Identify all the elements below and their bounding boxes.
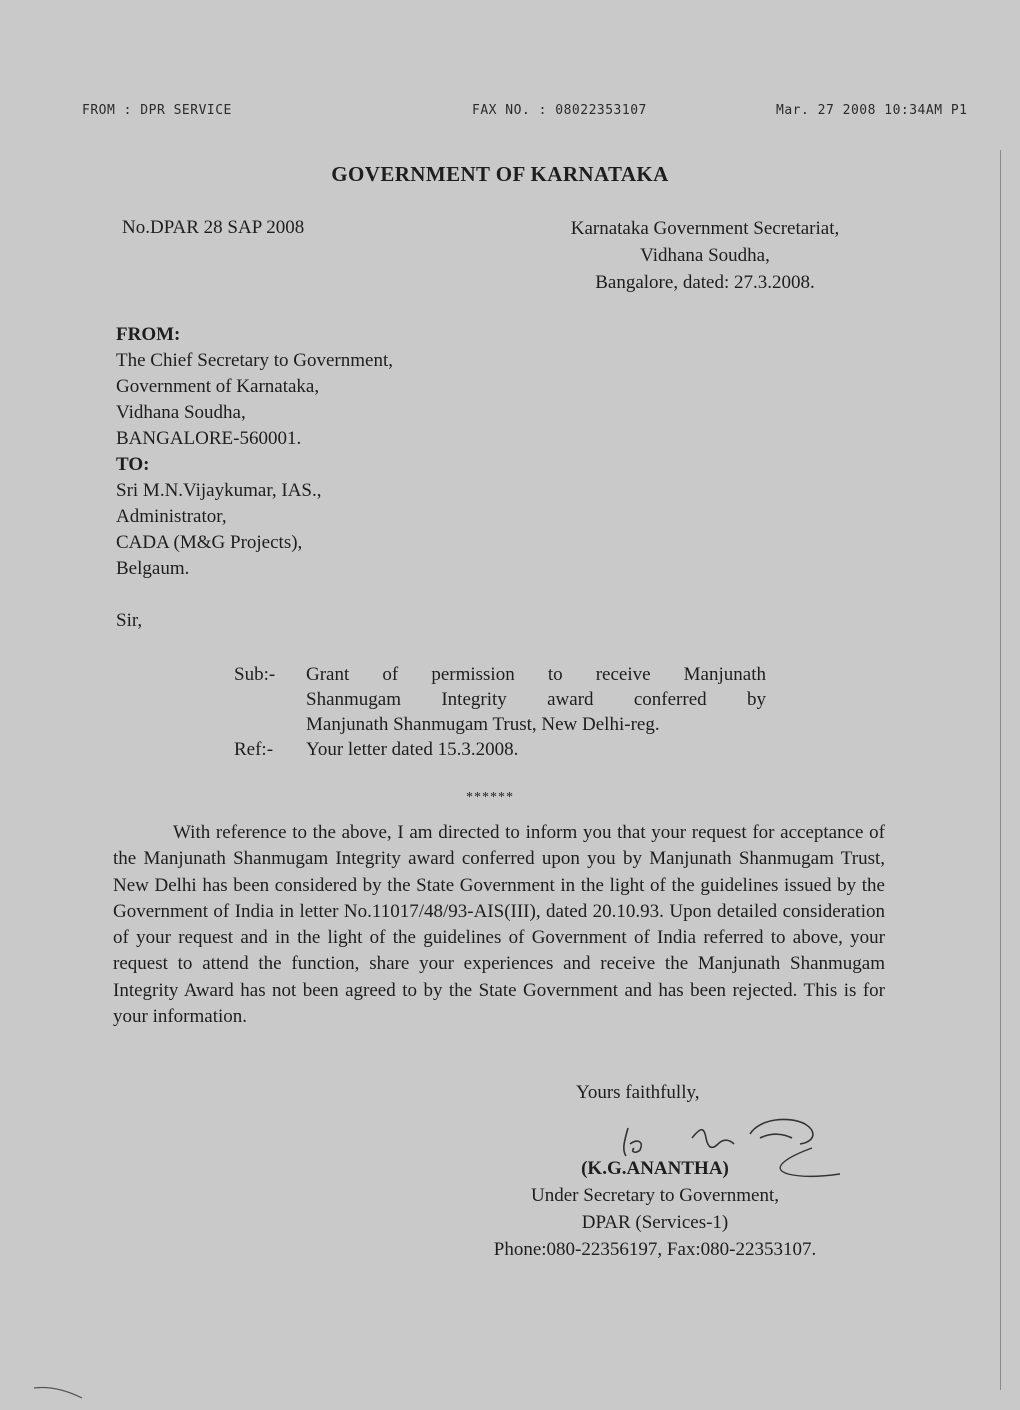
separator: ****** xyxy=(466,790,514,805)
to-line: Belgaum. xyxy=(116,558,190,579)
to-line: Sri M.N.Vijaykumar, IAS., xyxy=(116,480,322,501)
subject-line: Shanmugam Integrity award conferred by xyxy=(306,689,766,710)
secretariat-address xyxy=(520,215,890,296)
subject-block xyxy=(234,662,774,762)
signatory-block xyxy=(420,1155,890,1263)
from-block xyxy=(116,322,393,582)
from-line: BANGALORE-560001. xyxy=(116,428,302,449)
secretariat-date: Bangalore, dated: 27.3.2008. xyxy=(595,272,815,293)
signatory-designation: Under Secretary to Government, xyxy=(531,1185,779,1206)
subject-line: Manjunath Shanmugam Trust, New Delhi-reg. xyxy=(306,714,660,735)
scan-smudge xyxy=(30,1380,90,1410)
to-heading: TO: xyxy=(116,454,150,475)
reference-number: No.DPAR 28 SAP 2008 xyxy=(122,217,305,238)
from-heading: FROM: xyxy=(116,324,181,345)
scan-edge-line xyxy=(1000,150,1001,1390)
fax-date: Mar. 27 2008 10:34AM P1 xyxy=(776,103,968,118)
from-line: Vidhana Soudha, xyxy=(116,402,246,423)
signatory-name: (K.G.ANANTHA) xyxy=(581,1158,729,1179)
fax-number: FAX NO. : 08022353107 xyxy=(472,103,647,118)
signatory-contact: Phone:080-22356197, Fax:080-22353107. xyxy=(493,1239,817,1260)
document-title: GOVERNMENT OF KARNATAKA xyxy=(331,162,669,186)
body-paragraph: With reference to the above, I am directed to inform you that your request for acceptance of the Manjunath Shanmugam Integrity award conferred upon you by Manjunath Shanmugam Trust, New Delhi has been considered by the State Government in the light of the guidelines issued by the Government of India in letter No.11017/48/93-AIS(III), dated 20.10.93. Upon detailed consideration of your request and in the light of the guidelines of Government of India referred to above, your request to attend the function, share your experiences and receive the Manjunath Shanmugam Integrity Award has not been agreed to by the State Government and has been rejected. This is for your information. xyxy=(113,822,885,1028)
closing: Yours faithfully, xyxy=(576,1082,700,1103)
to-line: Administrator, xyxy=(116,506,227,527)
reference-label: Ref:- xyxy=(234,739,274,760)
reference-text: Your letter dated 15.3.2008. xyxy=(306,739,519,760)
salutation: Sir, xyxy=(116,610,143,631)
secretariat-line: Vidhana Soudha, xyxy=(640,245,770,266)
subject-line: Grant of permission to receive Manjunath xyxy=(306,664,766,685)
subject-label: Sub:- xyxy=(234,664,276,685)
fax-from: FROM : DPR SERVICE xyxy=(82,103,232,118)
from-line: Government of Karnataka, xyxy=(116,376,320,397)
secretariat-line: Karnataka Government Secretariat, xyxy=(570,218,840,239)
signatory-department: DPAR (Services-1) xyxy=(581,1212,729,1233)
from-line: The Chief Secretary to Government, xyxy=(116,350,393,371)
to-line: CADA (M&G Projects), xyxy=(116,532,303,553)
